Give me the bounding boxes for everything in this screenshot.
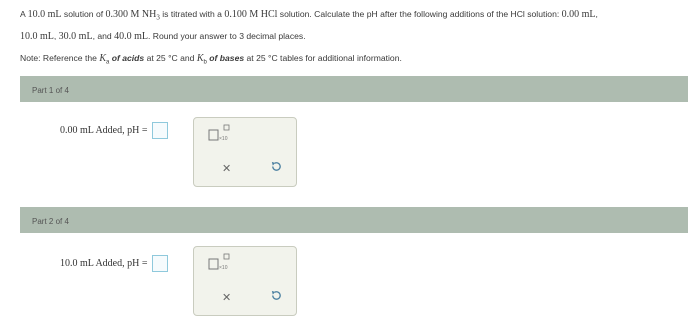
part-1-ph-input[interactable] — [152, 122, 168, 139]
part-1-tool-panel — [193, 117, 297, 187]
svg-text:×10: ×10 — [219, 265, 228, 271]
question-line-1: A 10.0 mL solution of 0.300 M $NH_3$ is titrated with a 0.100 M HCl solution. Calculate the pH after the following additions of the HCl solution: 0.00 mL, — [20, 9, 598, 22]
kb-table-link[interactable]: of bases — [206, 52, 245, 63]
scientific-notation-icon[interactable] — [208, 124, 232, 142]
part-2-ph-input[interactable] — [152, 255, 168, 272]
reference-note: Note: Reference the $K_a$ of acids at 25 °C and $K_b$ of bases at 25 °C tables for additional information. — [20, 52, 402, 66]
part-1-answer — [60, 122, 168, 139]
part-1-label: Part 1 of 4 — [32, 86, 69, 95]
undo-icon[interactable] — [270, 289, 283, 302]
part-1-prompt: 0.00 mL Added, pH = — [60, 124, 148, 136]
question-text — [20, 5, 690, 71]
undo-icon[interactable] — [270, 160, 283, 173]
part-2-label: Part 2 of 4 — [32, 217, 69, 226]
part-2-tool-panel — [193, 246, 297, 316]
scientific-notation-icon[interactable] — [208, 253, 232, 271]
svg-text:×10: ×10 — [219, 136, 228, 142]
question-line-2: 10.0 mL, 30.0 mL, and 40.0 mL. Round your answer to 3 decimal places. — [20, 30, 306, 42]
x-icon[interactable]: ✕ — [222, 163, 232, 175]
part-2-prompt: 10.0 mL Added, pH = — [60, 257, 148, 269]
part-2-header — [20, 207, 688, 233]
part-1-header — [20, 76, 688, 102]
ka-table-link[interactable]: of acids — [109, 52, 145, 63]
part-2-answer — [60, 255, 168, 272]
x-icon[interactable]: ✕ — [222, 292, 232, 304]
